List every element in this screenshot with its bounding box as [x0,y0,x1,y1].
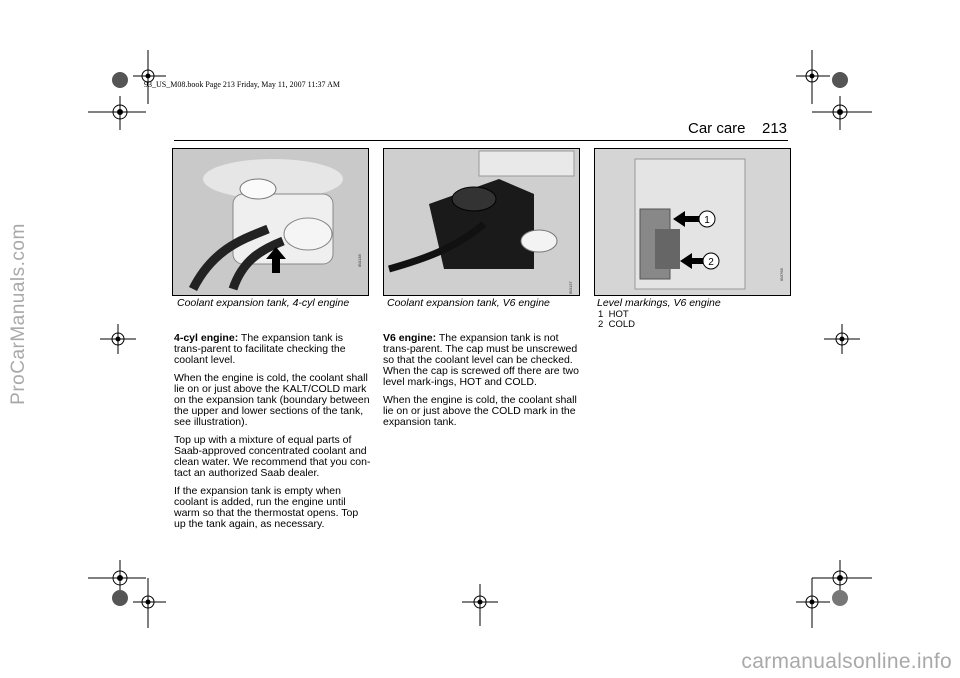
caption-v6: Coolant expansion tank, V6 engine [387,297,550,309]
lead-in: 4-cyl engine: [174,332,239,344]
figure-v6-tank [383,148,580,296]
text-column-4cyl [174,333,372,537]
paragraph: When the engine is cold, the coolant shall lie on or just above the COLD mark in the expansion tank. [383,394,577,428]
paragraph: When the engine is cold, the coolant shall lie on or just above the KALT/COLD mark on the expansion tank (boundary between the upper and lower sections of the tank, see illustration). [174,372,370,428]
level-markings-illustration [595,149,790,295]
callout-1: 1 [704,215,710,226]
file-stamp: 93_US_M08.book Page 213 Friday, May 11, 2007 11:37 AM [144,80,340,89]
callout-2: 2 [708,257,714,268]
header-rule [174,140,788,141]
legend-item: 2 COLD [598,319,635,330]
bottom-watermark: carmanualsonline.info [741,650,952,673]
caption-level-markings: Level markings, V6 engine [597,297,721,309]
paragraph: Top up with a mixture of equal parts of Saab-approved concentrated coolant and clean water. We recommend that you con-tact an authorized Saab dealer. [174,434,371,479]
engine-illustration-v6 [384,149,579,295]
paragraph: V6 engine: The expansion tank is not trans-parent. The cap must be unscrewed so that the coolant level can be checked. When the cap is screwed off there are two level mark-ings, HOT and COLD. [383,332,579,388]
figure-level-markings [594,148,791,296]
figure-code: IB3137 [568,281,573,294]
level-legend [598,310,635,330]
section-title: Car care [688,120,746,137]
figure-code: IB3768 [779,268,784,281]
figure-4cyl-tank [172,148,369,296]
engine-illustration-4cyl [173,149,368,295]
figure-code: IB3138 [357,254,362,267]
paragraph: 4-cyl engine: The expansion tank is trans-parent to facilitate checking the coolant level. [174,332,346,366]
legend-item: 1 HOT [598,309,629,320]
caption-4cyl: Coolant expansion tank, 4-cyl engine [177,297,350,309]
paragraph: If the expansion tank is empty when coolant is added, run the engine until warm so that the thermostat opens. Top up the tank again, as necessary. [174,485,359,530]
text-column-v6 [383,333,581,435]
page-number: 213 [762,120,788,137]
lead-in: V6 engine: [383,332,437,344]
side-watermark: ProCarManuals.com [8,223,29,405]
